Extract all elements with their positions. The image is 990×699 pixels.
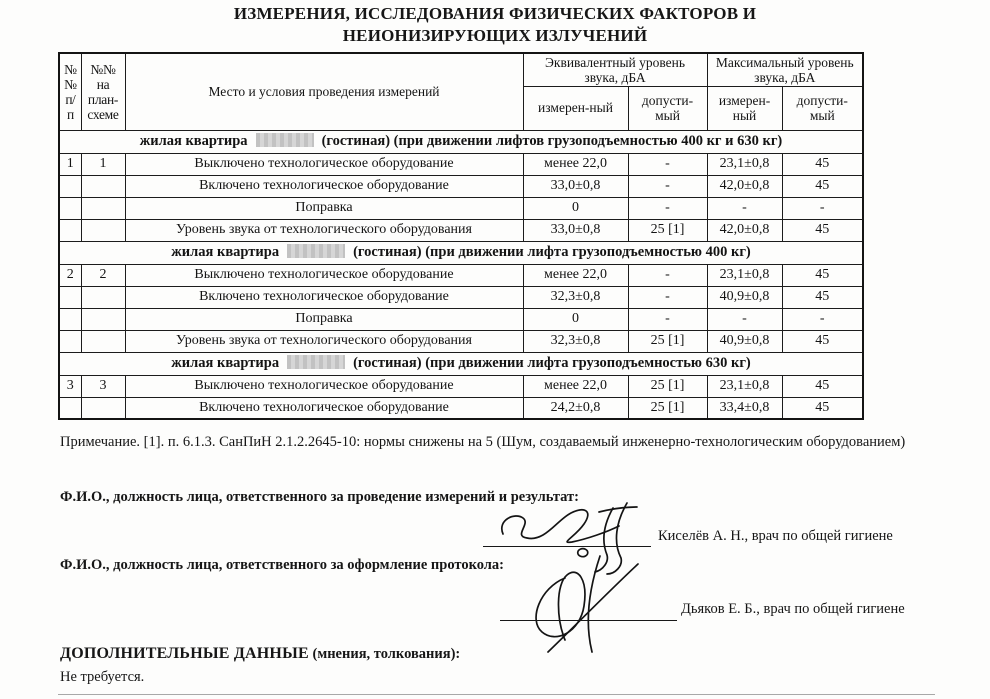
additional-data-paren: (мнения, толкования): [308,646,461,662]
cell-num: 3 [59,375,81,397]
table-row [59,197,863,219]
signature-line-1 [483,546,651,547]
cell-place: Выключено технологическое оборудование [125,264,523,286]
cell-eq-measured: 32,3±0,8 [523,286,628,308]
cell-max-measured: - [707,197,782,219]
responsible-protocol-label: Ф.И.О., должность лица, ответственного за оформление протокола: [60,557,504,573]
cell-eq-measured: менее 22,0 [523,375,628,397]
cell-max-measured: 42,0±0,8 [707,219,782,241]
table-row [59,397,863,419]
cell-eq-allowed: - [628,197,707,219]
responsible-protocol-name: Дьяков Е. Б., врач по общей гигиене [681,601,905,617]
cell-max-measured: 40,9±0,8 [707,286,782,308]
cell-num [59,286,81,308]
section-prefix: жилая квартира [139,133,248,150]
cell-eq-measured: 24,2±0,8 [523,397,628,419]
header-col-num: №№ п/п [59,53,81,130]
cell-eq-measured: 33,0±0,8 [523,175,628,197]
cell-max-measured: 23,1±0,8 [707,153,782,175]
cell-plan [81,175,125,197]
responsible-measurements-name: Киселёв А. Н., врач по общей гигиене [658,528,893,544]
cell-num: 2 [59,264,81,286]
cell-eq-allowed: - [628,308,707,330]
redacted-apartment-number [287,355,345,369]
cell-plan [81,219,125,241]
cell-plan: 1 [81,153,125,175]
redacted-apartment-number [287,244,345,258]
cell-eq-allowed: - [628,264,707,286]
section-header-row [59,130,863,153]
cell-eq-measured: 0 [523,197,628,219]
cell-plan [81,397,125,419]
header-eq-allowed: допусти-мый [628,86,707,130]
cell-eq-measured: менее 22,0 [523,264,628,286]
table-row [59,175,863,197]
cell-plan [81,286,125,308]
table-row [59,308,863,330]
cell-num: 1 [59,153,81,175]
cell-plan: 3 [81,375,125,397]
table-row [59,264,863,286]
responsible-measurements-label: Ф.И.О., должность лица, ответственного за проведение измерений и результат: [60,489,579,505]
table-row [59,153,863,175]
table-row [59,219,863,241]
cell-place: Уровень звука от технологического оборудования [125,219,523,241]
cell-place: Выключено технологическое оборудование [125,153,523,175]
title-line-2: НЕИОНИЗИРУЮЩИХ ИЗЛУЧЕНИЙ [342,25,648,45]
cell-max-measured: 40,9±0,8 [707,330,782,352]
cell-plan: 2 [81,264,125,286]
cell-plan [81,197,125,219]
header-eq-measured: измерен-ный [523,86,628,130]
additional-data-caps: ДОПОЛНИТЕЛЬНЫЕ ДАННЫЕ [60,645,309,662]
table-row [59,330,863,352]
bottom-rule [58,694,935,695]
cell-eq-measured: 32,3±0,8 [523,330,628,352]
header-col-place: Место и условия проведения измерений [125,53,523,130]
cell-eq-allowed: - [628,153,707,175]
cell-place: Поправка [125,308,523,330]
cell-max-allowed: 45 [782,264,863,286]
table-row [59,375,863,397]
cell-place: Уровень звука от технологического оборудования [125,330,523,352]
cell-num [59,397,81,419]
cell-place: Включено технологическое оборудование [125,286,523,308]
cell-max-allowed: 45 [782,219,863,241]
table-row [59,286,863,308]
cell-eq-measured: 33,0±0,8 [523,219,628,241]
document-title [0,3,990,47]
cell-num [59,175,81,197]
section-prefix: жилая квартира [171,244,280,261]
header-col-plan: №№ на план- схеме [81,53,125,130]
signature-line-2 [500,620,677,621]
section-suffix: (гостиная) (при движении лифта грузоподъемностью 630 кг) [353,355,751,372]
cell-plan [81,330,125,352]
cell-max-allowed: 45 [782,153,863,175]
cell-plan [81,308,125,330]
cell-max-measured: 42,0±0,8 [707,175,782,197]
cell-eq-allowed: 25 [1] [628,330,707,352]
cell-eq-allowed: - [628,286,707,308]
cell-num [59,197,81,219]
additional-data-value: Не требуется. [60,669,145,685]
section-prefix: жилая квартира [171,355,280,372]
cell-max-allowed: 45 [782,397,863,419]
cell-max-allowed: - [782,197,863,219]
cell-max-measured: 33,4±0,8 [707,397,782,419]
title-line-1: ИЗМЕРЕНИЯ, ИССЛЕДОВАНИЯ ФИЗИЧЕСКИХ ФАКТОРОВ И [233,4,757,23]
cell-place: Включено технологическое оборудование [125,175,523,197]
header-group-maximum: Максимальный уровень звука, дБА [707,53,863,86]
measurements-table [58,52,864,420]
header-max-measured: измерен-ный [707,86,782,130]
cell-max-allowed: 45 [782,175,863,197]
cell-eq-measured: менее 22,0 [523,153,628,175]
additional-data-heading [60,645,460,663]
cell-max-measured: 23,1±0,8 [707,264,782,286]
cell-place: Поправка [125,197,523,219]
cell-max-allowed: - [782,308,863,330]
redacted-apartment-number [256,133,314,147]
cell-max-allowed: 45 [782,286,863,308]
header-group-equivalent: Эквивалентный уровень звука, дБА [523,53,707,86]
section-suffix: (гостиная) (при движении лифтов грузоподъемностью 400 кг и 630 кг) [321,133,783,150]
header-max-allowed: допусти-мый [782,86,863,130]
cell-eq-allowed: 25 [1] [628,219,707,241]
footnote: Примечание. [1]. п. 6.1.3. СанПиН 2.1.2.2645-10: нормы снижены на 5 (Шум, создаваемый инженерно-технологическим оборудованием) [60,434,906,450]
section-header-row [59,352,863,375]
cell-max-allowed: 45 [782,330,863,352]
section-header-row [59,241,863,264]
cell-max-measured: 23,1±0,8 [707,375,782,397]
cell-place: Включено технологическое оборудование [125,397,523,419]
cell-num [59,330,81,352]
cell-eq-measured: 0 [523,308,628,330]
cell-place: Выключено технологическое оборудование [125,375,523,397]
cell-eq-allowed: - [628,175,707,197]
cell-num [59,219,81,241]
cell-eq-allowed: 25 [1] [628,375,707,397]
cell-max-measured: - [707,308,782,330]
cell-max-allowed: 45 [782,375,863,397]
cell-eq-allowed: 25 [1] [628,397,707,419]
signature-dyakov [520,548,680,658]
section-suffix: (гостиная) (при движении лифта грузоподъемностью 400 кг) [353,244,751,261]
cell-num [59,308,81,330]
